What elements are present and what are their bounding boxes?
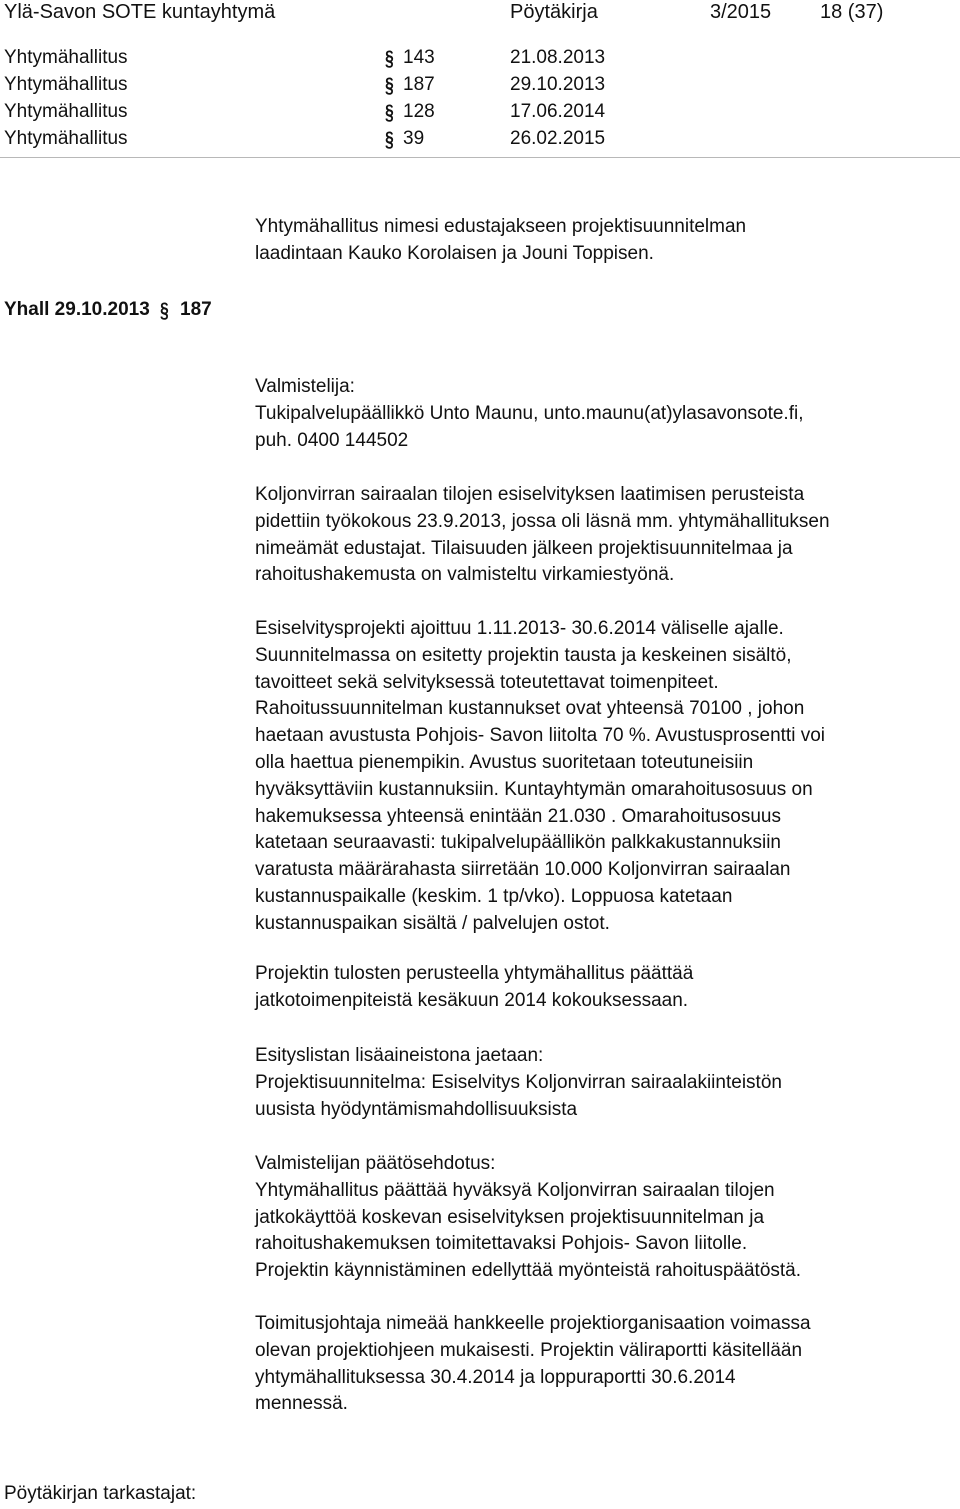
history-body: Yhtymähallitus: [4, 47, 128, 68]
text-line: hakemuksessa yhteensä enintään 21.030 . Omarahoitusosuus: [255, 805, 781, 827]
text-line: puh. 0400 144502: [255, 429, 409, 451]
text-line: jatkotoimenpiteistä kesäkuun 2014 kokouksessaan.: [255, 989, 689, 1011]
text-line: mennessä.: [255, 1393, 348, 1415]
paragraph-background: [255, 482, 830, 589]
section-sign-icon: §: [385, 74, 394, 97]
history-number: 39: [403, 128, 425, 149]
text-line: uusista hyödyntämismahdollisuuksista: [255, 1098, 578, 1120]
text-line: Yhtymähallitus päättää hyväksyä Koljonvirran sairaalan tilojen: [255, 1179, 775, 1201]
footer-reviewers-label: Pöytäkirjan tarkastajat:: [4, 1483, 197, 1504]
paragraph-proposal: [255, 1151, 801, 1285]
text-line: olla haettua pienempikin. Avustus suoritetaan toteutuneisiin: [255, 751, 754, 773]
text-line: varatusta määrärahasta siirretään 10.000 Koljonvirran sairaalan: [255, 859, 791, 881]
section-sign-icon: §: [160, 299, 169, 322]
section-sign-icon: §: [385, 128, 394, 151]
text-line: rahoitushakemuksen toimitettavaksi Pohjois- Savon liitolle.: [255, 1233, 748, 1255]
section-sign-icon: §: [385, 101, 394, 124]
document-number: 3/2015: [710, 1, 772, 23]
history-body: Yhtymähallitus: [4, 101, 128, 122]
text-line: Valmistelijan päätösehdotus:: [255, 1153, 496, 1174]
history-body: Yhtymähallitus: [4, 128, 128, 149]
paragraph-project-details: [255, 616, 825, 938]
history-date: 29.10.2013: [510, 74, 606, 95]
text-line: katetaan seuraavasti: tukipalvelupäällikön palkkakustannuksiin: [255, 832, 781, 854]
history-date: 21.08.2013: [510, 47, 606, 68]
organization-name: Ylä-Savon SOTE kuntayhtymä: [4, 1, 276, 23]
text-line: olevan projektiohjeen mukaisesti. Projektin väliraportti käsitellään: [255, 1339, 803, 1361]
history-body: Yhtymähallitus: [4, 74, 128, 95]
paragraph-preparer: [255, 374, 804, 454]
reference-number: 187: [180, 299, 212, 320]
text-line: rahoitushakemusta on valmisteltu virkamiestyönä.: [255, 564, 675, 586]
history-number: 187: [403, 74, 435, 95]
text-line: jatkokäyttöä koskevan esiselvityksen projektisuunnitelman ja: [255, 1206, 765, 1228]
text-line: Projektin tulosten perusteella yhtymähallitus päättää: [255, 963, 694, 984]
text-line: Toimitusjohtaja nimeää hankkeelle projektiorganisaation voimassa: [255, 1313, 811, 1334]
paragraph-attachments: [255, 1043, 782, 1123]
text-line: Valmistelija:: [255, 376, 355, 397]
text-line: haetaan avustusta Pohjois- Savon liitolta 70 %. Avustusprosentti voi: [255, 725, 825, 747]
history-number: 143: [403, 47, 435, 68]
document-type: Pöytäkirja: [510, 1, 598, 23]
paragraph-organization: [255, 1311, 811, 1418]
text-line: Projektin käynnistäminen edellyttää myönteistä rahoituspäätöstä.: [255, 1260, 802, 1282]
history-number: 128: [403, 101, 435, 122]
text-line: tavoitteet sekä selvityksessä toteutettavat toimenpiteet.: [255, 671, 719, 693]
text-line: Koljonvirran sairaalan tilojen esiselvityksen laatimisen perusteista: [255, 484, 805, 505]
text-line: Projektisuunnitelma: Esiselvitys Koljonvirran sairaalakiinteistön: [255, 1071, 782, 1093]
text-line: laadintaan Kauko Korolaisen ja Jouni Toppisen.: [255, 242, 654, 264]
text-line: Yhtymähallitus nimesi edustajakseen projektisuunnitelman: [255, 216, 747, 237]
text-line: nimeämät edustajat. Tilaisuuden jälkeen projektisuunnitelmaa ja: [255, 537, 793, 559]
text-line: kustannuspaikalle (keskim. 1 tp/vko). Loppuosa katetaan: [255, 885, 733, 907]
history-date: 26.02.2015: [510, 128, 606, 149]
paragraph-results: [255, 961, 693, 1015]
text-line: hyväksyttäviin kustannuksiin. Kuntayhtymän omarahoitusosuus on: [255, 778, 813, 800]
text-line: kustannuspaikan sisältä / palvelujen ostot.: [255, 912, 610, 934]
text-line: pidettiin työkokous 23.9.2013, jossa oli läsnä mm. yhtymähallituksen: [255, 510, 830, 532]
page-number: 18 (37): [820, 1, 884, 23]
history-date: 17.06.2014: [510, 101, 606, 122]
text-line: Esityslistan lisäaineistona jaetaan:: [255, 1045, 544, 1066]
section-sign-icon: §: [385, 47, 394, 70]
text-line: Tukipalvelupäällikkö Unto Maunu, unto.maunu(at)ylasavonsote.fi,: [255, 402, 804, 424]
text-line: Rahoitussuunnitelman kustannukset ovat yhteensä 70100 , johon: [255, 698, 805, 720]
paragraph-representatives: [255, 214, 746, 268]
reference-text: Yhall 29.10.2013: [4, 299, 150, 320]
text-line: yhtymähallituksessa 30.4.2014 ja loppuraportti 30.6.2014: [255, 1366, 736, 1388]
text-line: Esiselvitysprojekti ajoittuu 1.11.2013- 30.6.2014 väliselle ajalle.: [255, 618, 784, 639]
header-divider: [0, 157, 960, 158]
text-line: Suunnitelmassa on esitetty projektin tausta ja keskeinen sisältö,: [255, 644, 792, 666]
